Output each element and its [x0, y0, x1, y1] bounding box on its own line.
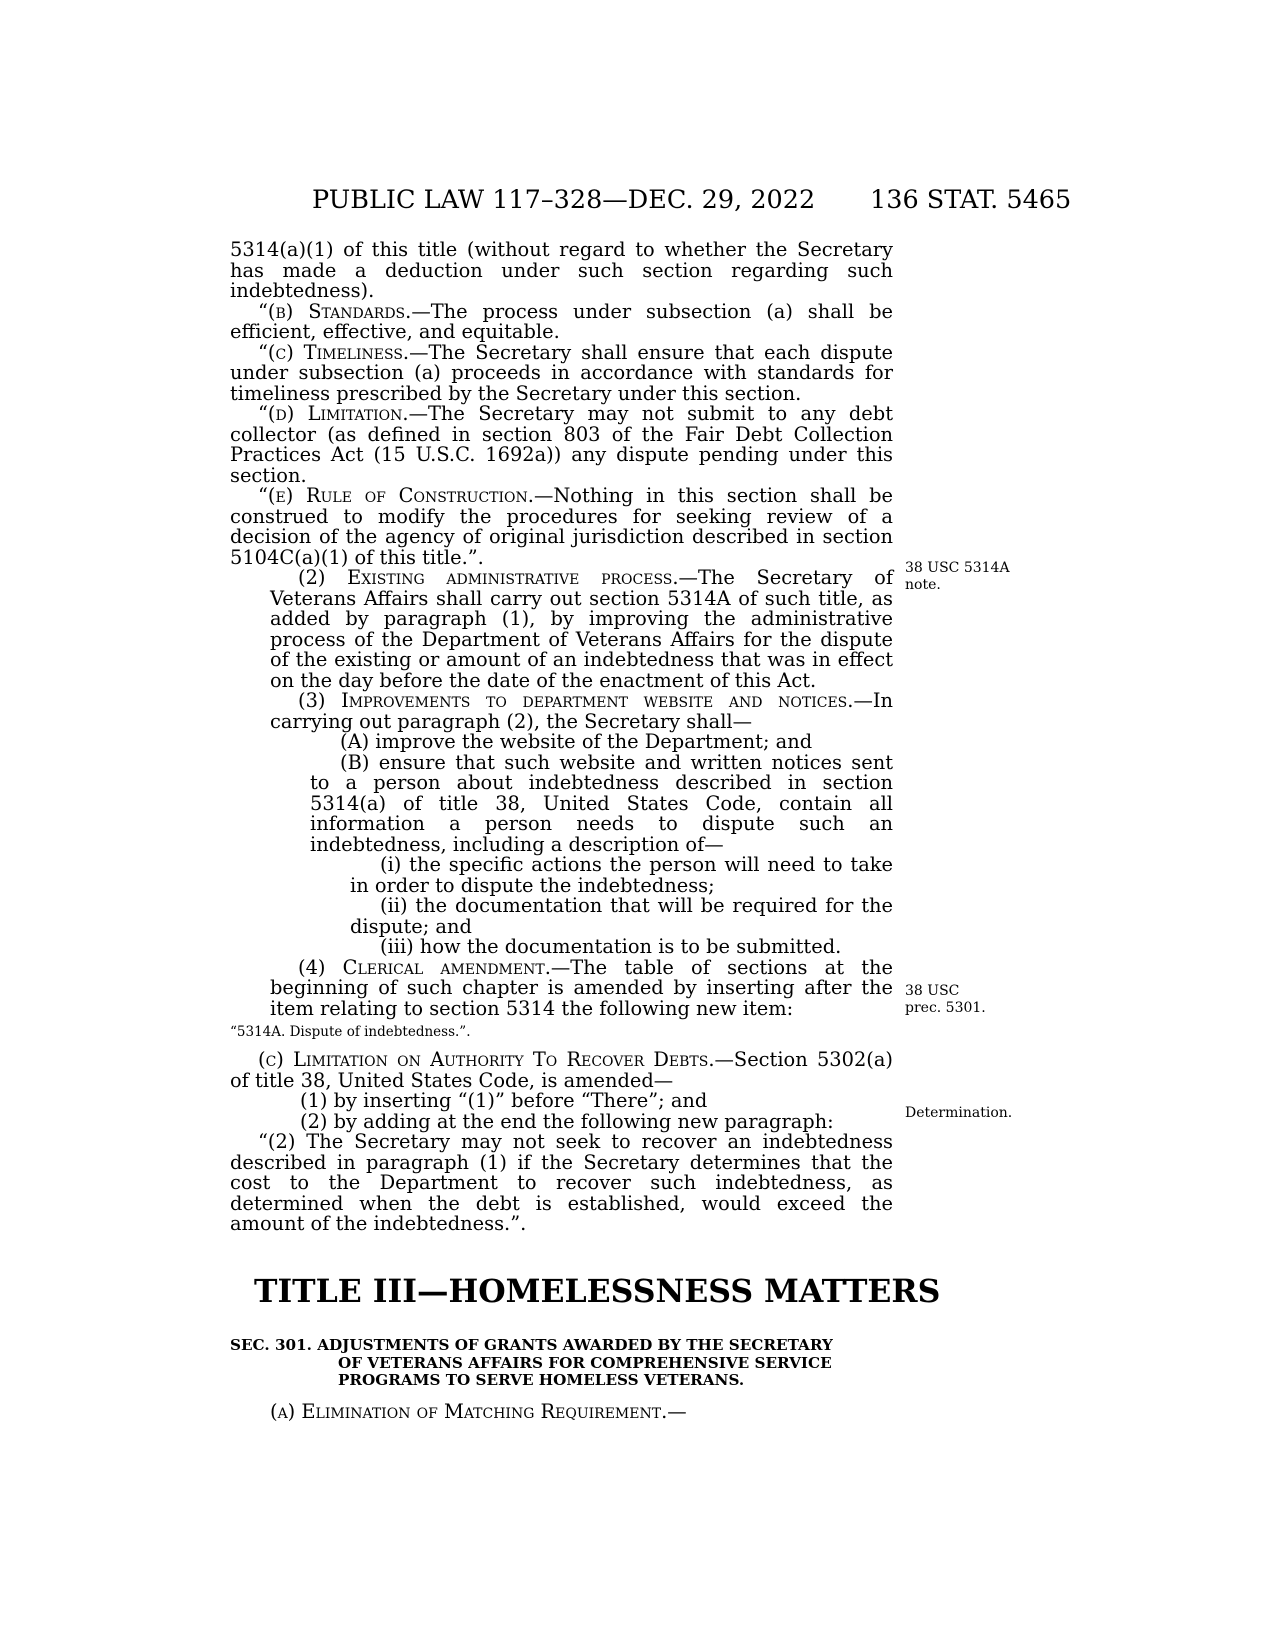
margin-note-line: note. — [905, 576, 941, 593]
table-item: “5314A. Dispute of indebtedness.”. — [230, 1024, 471, 1040]
section-heading-line: PROGRAMS TO SERVE HOMELESS VETERANS. — [338, 1371, 745, 1389]
subsection-text: —Section 5302(a) of title 38, United States Code, is amended— — [230, 1048, 893, 1092]
clause-ii — [230, 896, 893, 937]
paragraph-continuation — [230, 240, 893, 302]
paragraph-heading: (3) Improvements to department website and notices. — [298, 689, 854, 712]
running-header-title: PUBLIC LAW 117–328—DEC. 29, 2022 — [312, 185, 816, 215]
paragraph-heading: (4) Clerical amendment. — [298, 955, 551, 979]
subsection-heading: “(d) Limitation. — [258, 402, 409, 425]
margin-note-line: prec. 5301. — [905, 999, 986, 1016]
paragraph-c2 — [230, 1109, 893, 1133]
paragraph-c1 — [230, 1091, 893, 1112]
subsection-heading: “(c) Timeliness. — [258, 340, 410, 364]
subsection-c-limitation — [230, 1050, 893, 1091]
paragraph-3 — [230, 691, 893, 732]
subsection-text: —The process under subsection (a) shall be efficient, effective, and equitable. — [230, 299, 893, 343]
text: 5314(a)(1) of this title (without regard to whether the Secretary has made a deduction under such section regarding such indebtedness). — [230, 238, 893, 302]
subsection-text: —The Secretary may not submit to any debt collector (as defined in section 803 of the Fair Debt Collection Practices Act (15 U.S.C. 1692a)) any dispute pending under this section. — [230, 402, 893, 487]
margin-note-usc-prec-5301 — [905, 983, 986, 1016]
paragraph-2 — [230, 568, 893, 691]
subsection-e — [230, 486, 893, 568]
margin-note-usc-5314a — [905, 560, 1010, 593]
subsection-d — [230, 404, 893, 486]
text: (i) the specific actions the person will need to take in order to dispute the indebtedness; — [350, 853, 893, 897]
subsection-dash: — — [667, 1400, 687, 1423]
section-heading — [230, 1337, 893, 1390]
quoted-paragraph — [230, 1132, 893, 1235]
subsection-a-heading — [270, 1400, 687, 1423]
subsection-text: —The Secretary shall ensure that each dispute under subsection (a) proceeds in accordance with standards for timeliness prescribed by the Secretary under this section. — [230, 340, 893, 405]
subparagraph-A — [230, 732, 893, 753]
subsection-heading: “(e) Rule of Construction. — [258, 484, 534, 507]
section-heading-line: SEC. 301. ADJUSTMENTS OF GRANTS AWARDED BY THE SECRETARY — [230, 1336, 833, 1354]
subsection-b — [230, 299, 893, 343]
paragraph-heading: (2) Existing administrative process. — [298, 566, 679, 589]
paragraph-4 — [230, 955, 893, 1020]
paragraph-text: —The table of sections at the beginning of such chapter is amended by inserting after the item relating to section 5314 the following new item: — [270, 955, 893, 1020]
margin-note-line: 38 USC — [905, 983, 960, 999]
margin-note-line: 38 USC 5314A — [905, 560, 1010, 576]
text: (ii) the documentation that will be required for the dispute; and — [350, 894, 893, 938]
subsection-c — [230, 340, 893, 405]
document-body — [230, 240, 893, 1235]
title-heading: TITLE III—HOMELESSNESS MATTERS — [254, 1273, 941, 1310]
clause-i — [230, 855, 893, 896]
running-header-page-number: 136 STAT. 5465 — [870, 185, 1072, 215]
subsection-heading: (a) Elimination of Matching Requirement. — [270, 1400, 668, 1423]
paragraph-text: —The Secretary of Veterans Affairs shall carry out section 5314A of such title, as added by paragraph (1), by improving the administrative process of the Department of Veterans Affairs for the dispute of the existing or amount of an indebtedness that was in effect on the day before the date of the enactment of this Act. — [270, 566, 894, 692]
section-heading-line: OF VETERANS AFFAIRS FOR COMPREHENSIVE SERVICE — [338, 1353, 832, 1372]
clause-iii — [230, 937, 893, 958]
text: (1) by inserting “(1)” before “There”; and — [300, 1089, 708, 1112]
subparagraph-B — [230, 750, 893, 856]
subsection-heading: (c) Limitation on Authority To Recover Debts. — [258, 1048, 715, 1071]
text: (2) by adding at the end the following new paragraph: — [300, 1109, 834, 1133]
text: (A) improve the website of the Department; and — [340, 730, 813, 753]
text: (B) ensure that such website and written notices sent to a person about indebtedness described in section 5314(a) of title 38, United States Code, contain all information a person needs to dispute such an indebtedness, including a description of— — [310, 750, 893, 856]
margin-note-determination: Determination. — [905, 1105, 1013, 1121]
subsection-heading: “(b) Standards. — [258, 299, 412, 323]
subsection-text: —Nothing in this section shall be construed to modify the procedures for seeking review of a decision of the agency of original jurisdiction described in section 5104C(a)(1) of this title.”. — [230, 484, 894, 569]
paragraph-text: —In carrying out paragraph (2), the Secretary shall— — [270, 689, 893, 733]
text: (iii) how the documentation is to be submitted. — [380, 935, 842, 958]
text: “(2) The Secretary may not seek to recover an indebtedness described in paragraph (1) if the Secretary determines that the cost to the Department to recover such indebtedness, as determined when the debt is established, would exceed the amount of the indebtedness.”. — [230, 1130, 893, 1235]
